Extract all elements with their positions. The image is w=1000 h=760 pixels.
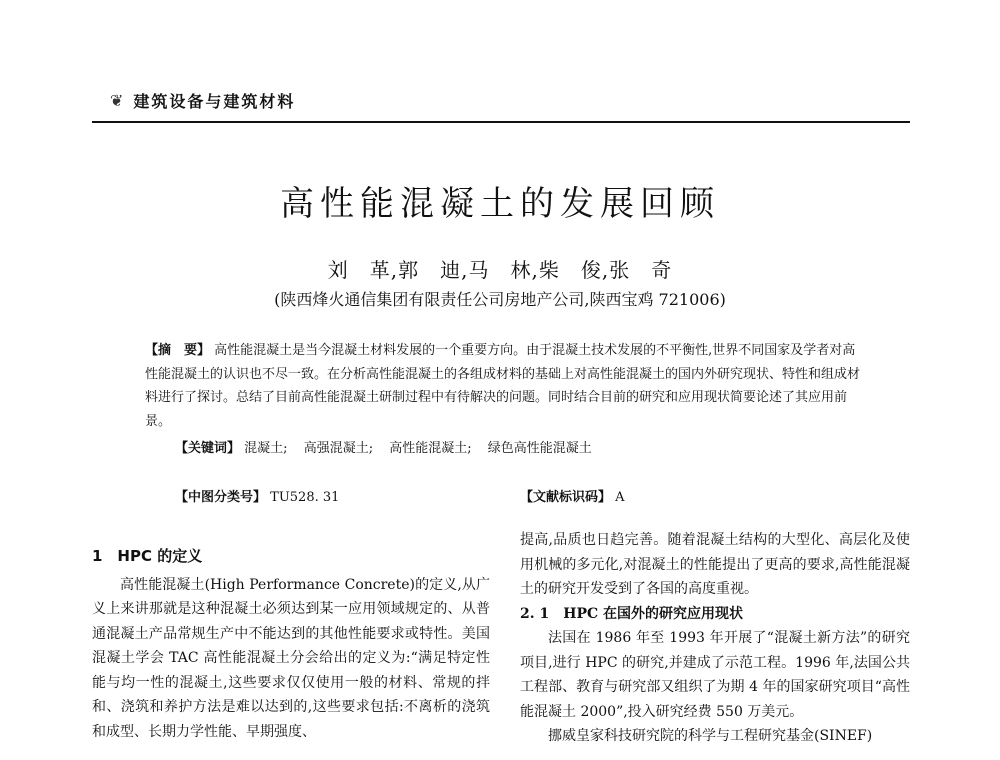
document-code-value: A bbox=[615, 490, 625, 505]
header-rule bbox=[92, 121, 910, 123]
document-code-label: 【文献标识码】 bbox=[520, 490, 612, 505]
journal-section-header bbox=[110, 88, 295, 112]
keyword-item: 高性能混凝土; bbox=[389, 441, 472, 456]
classification-value: TU528. 31 bbox=[270, 490, 340, 505]
keywords-label: 【关键词】 bbox=[175, 441, 241, 456]
abstract-block bbox=[145, 339, 865, 433]
leaf-icon: ❦ bbox=[110, 90, 124, 110]
subsection-heading: 2. 1 HPC 在国外的研究应用现状 bbox=[520, 605, 744, 622]
affiliation: (陕西烽火通信集团有限责任公司房地产公司,陕西宝鸡 721006) bbox=[274, 290, 726, 309]
right-column bbox=[520, 528, 910, 749]
paper-title: 高性能混凝土的发展回顾 bbox=[280, 184, 720, 224]
left-column bbox=[92, 540, 490, 744]
keyword-item: 混凝土; bbox=[244, 441, 288, 456]
classification-number bbox=[175, 486, 339, 505]
body-paragraph: 挪威皇家科技研究院的科学与工程研究基金(SINEF) bbox=[548, 728, 873, 744]
abstract-text: 高性能混凝土是当今混凝土材料发展的一个重要方向。由于混凝土技术发展的不平衡性,世界不同国家及学者对高性能混凝土的认识也不尽一致。在分析高性能混凝土的各组成材料的基础上对高性能混凝土的国内外研究现状、特性和组成材料进行了探讨。总结了目前高性能混凝土研制过程中有待解决的问题。同时结合目前的研究和应用现状简要论述了其应用前景。 bbox=[145, 343, 861, 429]
body-paragraph: 提高,品质也日趋完善。随着混凝土结构的大型化、高层化及使用机械的多元化,对混凝土的性能提出了更高的要求,高性能混凝土的研究开发受到了各国的高度重视。 bbox=[520, 532, 910, 597]
body-paragraph: 高性能混凝土(High Performance Concrete)的定义,从广义上来讲那就是这种混凝土必须达到某一应用领域规定的、从普通混凝土产品常规生产中不能达到的其他性能要求或特性。美国混凝土学会 TAC 高性能混凝土分会给出的定义为:“满足特定性能与均一性的混凝土,这些要求仅仅使用一般的材料、常规的拌和、浇筑和养护方法是难以达到的,这些要求包括:不离析的浇筑和成型、长期力学性能、早期强度、 bbox=[92, 576, 490, 740]
keywords-block bbox=[175, 437, 865, 460]
body-paragraph: 法国在 1986 年至 1993 年开展了“混凝土新方法”的研究项目,进行 HPC 的研究,并建成了示范工程。1996 年,法国公共工程部、教育与研究部又组织了为期 4 年的国家研究项目“高性能混凝土 2000”,投入研究经费 550 万美元。 bbox=[520, 630, 910, 720]
abstract-label: 【摘 要】 bbox=[145, 343, 211, 358]
journal-section-title: 建筑设备与建筑材料 bbox=[133, 91, 296, 111]
author-list: 刘 革,郭 迪,马 林,柴 俊,张 奇 bbox=[327, 258, 673, 282]
keyword-item: 高强混凝土; bbox=[303, 441, 374, 456]
keyword-item: 绿色高性能混凝土 bbox=[487, 441, 592, 456]
document-code bbox=[520, 486, 625, 505]
classification-label: 【中图分类号】 bbox=[175, 490, 267, 505]
section-heading: 1 HPC 的定义 bbox=[92, 547, 203, 565]
